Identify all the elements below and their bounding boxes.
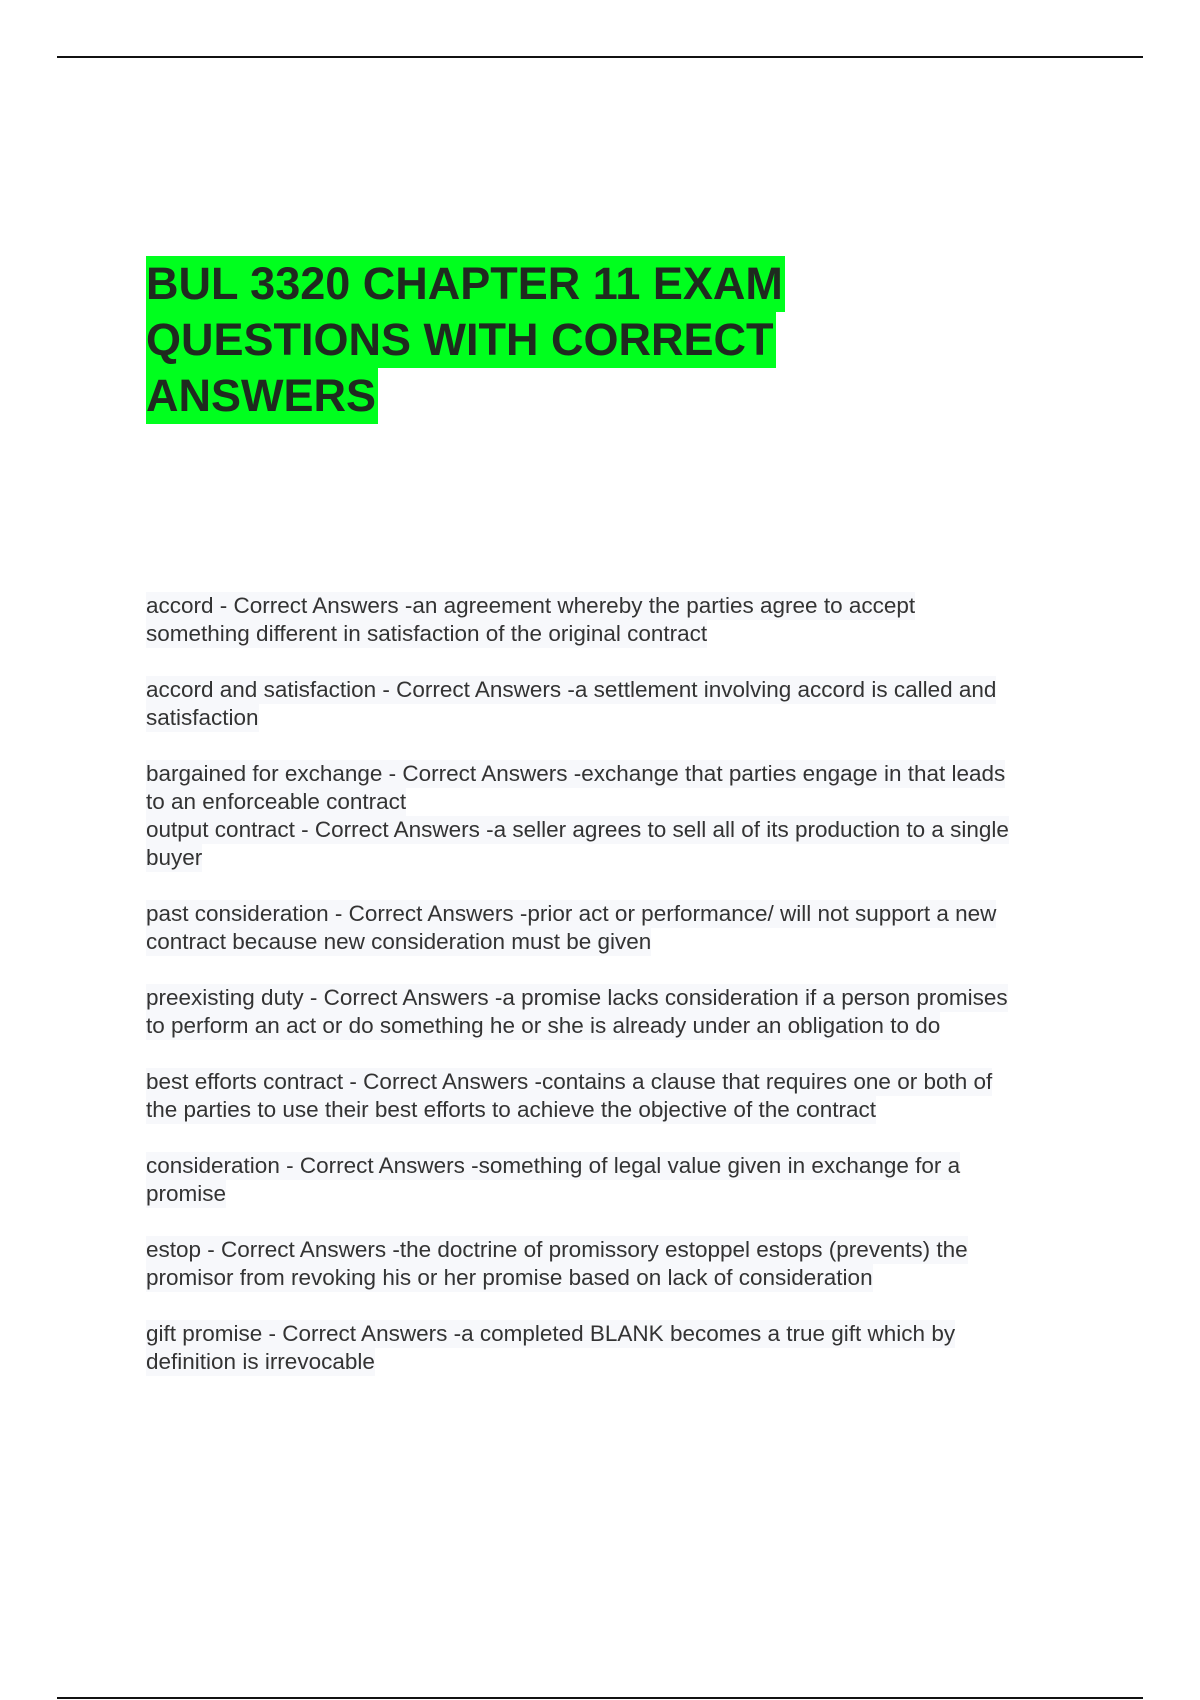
definition-entry — [146, 1152, 1086, 1208]
definition-line: past consideration - Correct Answers -prior act or performance/ will not support a new — [146, 901, 997, 926]
definition-line: accord and satisfaction - Correct Answers -a settlement involving accord is called and — [146, 677, 997, 702]
title-line: ANSWERS — [146, 368, 378, 424]
definition-line: definition is irrevocable — [146, 1349, 375, 1374]
definition-line: promisor from revoking his or her promise based on lack of consideration — [146, 1265, 873, 1290]
document-title — [146, 256, 906, 424]
definition-entry — [146, 900, 1086, 956]
definition-line: best efforts contract - Correct Answers -contains a clause that requires one or both of — [146, 1069, 993, 1094]
definition-line: consideration - Correct Answers -something of legal value given in exchange for a — [146, 1153, 961, 1178]
definition-entry — [146, 1236, 1086, 1292]
definition-line: to perform an act or do something he or she is already under an obligation to do — [146, 1013, 941, 1038]
definition-list — [146, 592, 1086, 1376]
definition-entry — [146, 1320, 1086, 1376]
definition-entry — [146, 760, 1086, 816]
definition-line: bargained for exchange - Correct Answers -exchange that parties engage in that leads — [146, 761, 1006, 786]
definition-line: contract because new consideration must be given — [146, 929, 652, 954]
definition-entry — [146, 592, 1086, 648]
definition-entry — [146, 1068, 1086, 1124]
definition-entry — [146, 984, 1086, 1040]
definition-entry — [146, 816, 1086, 872]
definition-line: the parties to use their best efforts to achieve the objective of the contract — [146, 1097, 877, 1122]
title-line: BUL 3320 CHAPTER 11 EXAM — [146, 256, 785, 312]
top-rule — [57, 56, 1143, 58]
definition-line: output contract - Correct Answers -a seller agrees to sell all of its production to a single — [146, 817, 1009, 842]
definition-line: something different in satisfaction of the original contract — [146, 621, 708, 646]
definition-line: gift promise - Correct Answers -a completed BLANK becomes a true gift which by — [146, 1321, 956, 1346]
definition-line: buyer — [146, 845, 203, 870]
definition-line: promise — [146, 1181, 227, 1206]
bottom-rule — [57, 1697, 1143, 1699]
definition-line: preexisting duty - Correct Answers -a promise lacks consideration if a person promises — [146, 985, 1008, 1010]
title-line: QUESTIONS WITH CORRECT — [146, 312, 776, 368]
definition-line: to an enforceable contract — [146, 789, 407, 814]
definition-line: estop - Correct Answers -the doctrine of promissory estoppel estops (prevents) the — [146, 1237, 968, 1262]
definition-line: accord - Correct Answers -an agreement whereby the parties agree to accept — [146, 593, 916, 618]
definition-line: satisfaction — [146, 705, 259, 730]
definition-entry — [146, 676, 1086, 732]
